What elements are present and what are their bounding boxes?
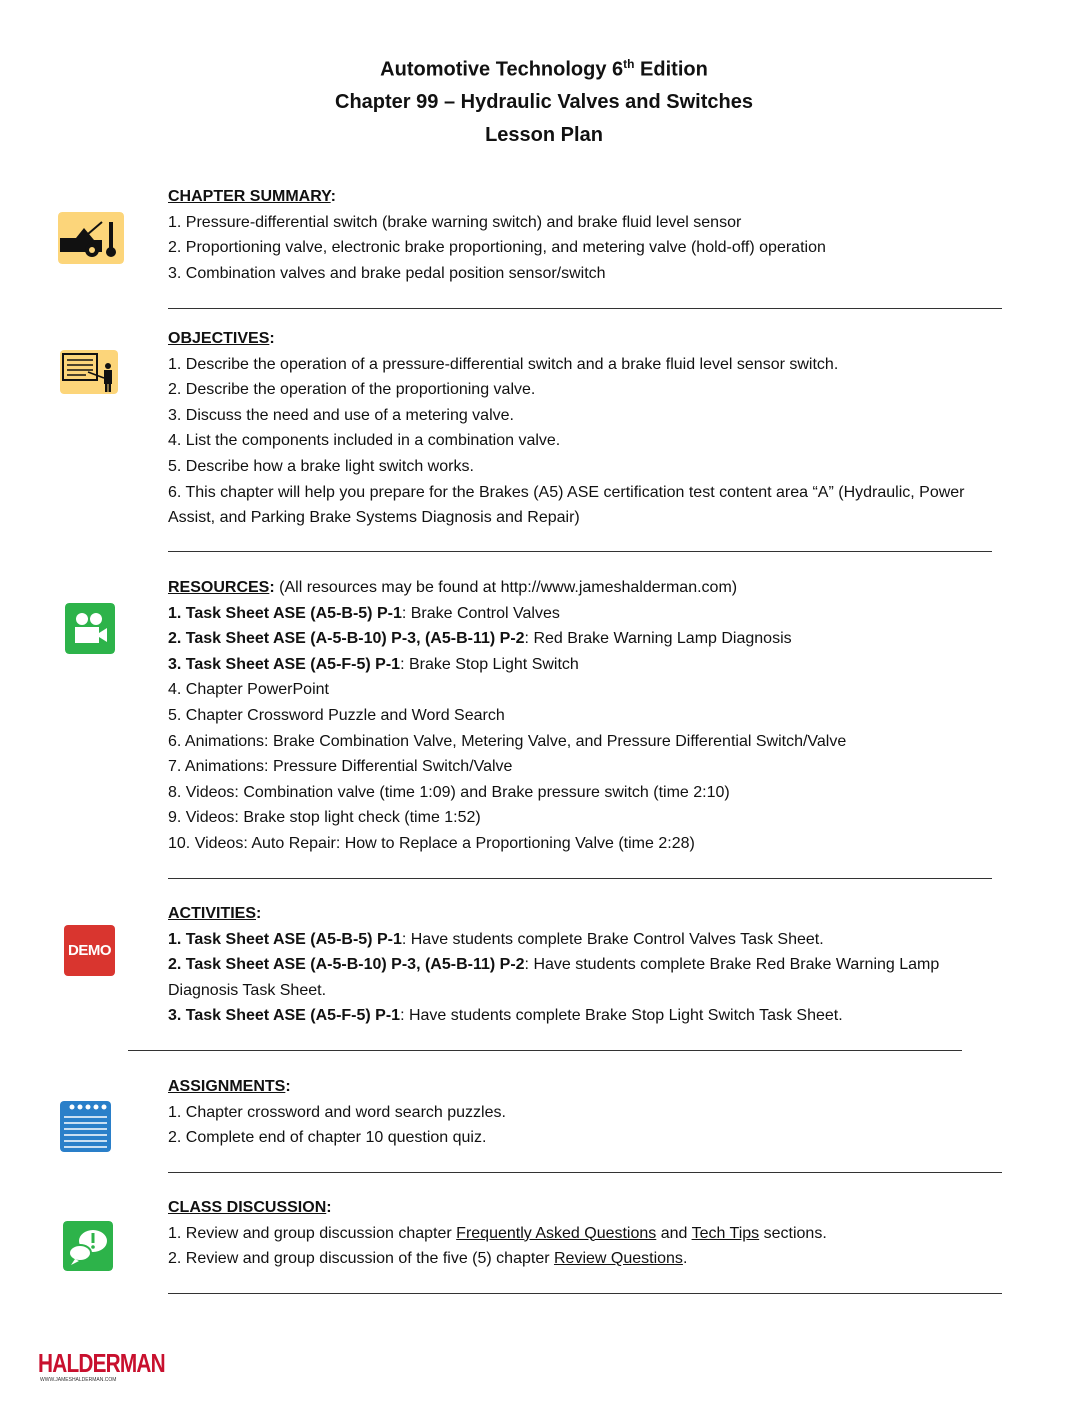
- notepad-icon: [60, 1101, 111, 1152]
- list-item: [168, 754, 846, 780]
- title-line-3: Lesson Plan: [485, 123, 603, 146]
- list-item: 1. Chapter crossword and word search puzzles.: [168, 1103, 506, 1121]
- section-heading: RESOURCES: [168, 579, 270, 596]
- document-title: [0, 48, 1088, 151]
- objectives-section: OBJECTIVES: 1. Describe the operation of a pressure-differential switch and a brake fluid level sensor switch. 2. Describe the operation of the proportioning valve. 3. Discuss the need and use of a metering valve. 4. List the components included in a combination valve. 5. Describe how a brake light switch works. 6. This chapter will help you prepare for the Brakes (A5) ASE certification test content area “A” (Hydraulic, Power Assist, and Parking Brake Systems Diagnosis and Repair): [168, 326, 1008, 531]
- divider: [128, 1050, 962, 1051]
- list-item: 2. Proportioning valve, electronic brake proportioning, and metering valve (hold-off) operation: [168, 239, 826, 257]
- list-item: [168, 805, 846, 831]
- list-item: [168, 780, 846, 806]
- item-text: 8. Videos: Combination valve (time 1:09) and Brake pressure switch (time 2:10): [168, 783, 730, 801]
- faq-link[interactable]: Frequently Asked Questions: [456, 1224, 657, 1242]
- section-heading: CLASS DISCUSSION: [168, 1199, 327, 1216]
- list-item: [168, 952, 1008, 1003]
- item-text: 10. Videos: Auto Repair: How to Replace a Proportioning Valve (time 2:28): [168, 834, 695, 852]
- text: sections.: [759, 1224, 827, 1242]
- title-line-2: Chapter 99 – Hydraulic Valves and Switches: [335, 91, 753, 114]
- task-sheet-label: 2. Task Sheet ASE (A-5-B-10) P-3, (A5-B-11) P-2: [168, 630, 525, 648]
- list-item: [168, 1221, 827, 1247]
- item-text: : Red Brake Warning Lamp Diagnosis: [524, 630, 792, 648]
- class-discussion-section: CLASS DISCUSSION: 1. Review and group discussion chapter Frequently Asked Questions and Tech Tips sections. 2. Review and group discussion of the five (5) chapter Review Questions.: [168, 1195, 827, 1272]
- halderman-logo: HALDERMAN: [38, 1348, 165, 1378]
- divider: [168, 1293, 1002, 1294]
- section-heading: ACTIVITIES: [168, 905, 257, 922]
- list-item: [168, 927, 1008, 953]
- demo-icon: DEMO: [64, 925, 115, 976]
- text: 1. Review and group discussion chapter: [168, 1224, 457, 1242]
- task-sheet-label: 2. Task Sheet ASE (A-5-B-10) P-3, (A5-B-11) P-2: [168, 956, 525, 974]
- divider: [168, 878, 992, 879]
- list-item: [168, 1246, 827, 1272]
- teacher-presentation-icon: [60, 350, 118, 394]
- title-sup: th: [623, 57, 635, 71]
- list-item: 6. This chapter will help you prepare for the Brakes (A5) ASE certification test content area “A” (Hydraulic, Power Assist, and Parking Brake Systems Diagnosis and Repair): [168, 483, 965, 527]
- logo-url: WWW.JAMESHALDERMAN.COM: [40, 1377, 117, 1383]
- chapter-summary-section: CHAPTER SUMMARY: 1. Pressure-differential switch (brake warning switch) and brake fluid level sensor 2. Proportioning valve, electronic brake proportioning, and metering valve (hold-off) operation 3. Combination valves and brake pedal position sensor/switch: [168, 184, 826, 286]
- discussion-bubble-icon: [63, 1221, 113, 1271]
- assignments-section: ASSIGNMENTS: 1. Chapter crossword and word search puzzles. 2. Complete end of chapter 10 question quiz.: [168, 1074, 506, 1151]
- list-item: [168, 1003, 1008, 1029]
- item-text: 4. Chapter PowerPoint: [168, 681, 329, 699]
- task-sheet-label: 3. Task Sheet ASE (A5-F-5) P-1: [168, 1007, 401, 1025]
- section-heading: OBJECTIVES: [168, 330, 270, 347]
- task-sheet-label: 3. Task Sheet ASE (A5-F-5) P-1: [168, 655, 401, 673]
- activities-section: ACTIVITIES: 1. Task Sheet ASE (A5-B-5) P-1: Have students complete Brake Control Valves Task Sheet. 2. Task Sheet ASE (A-5-B-10) P-3, (A5-B-11) P-2: Have students complete Brake Red Brake Warning Lamp Diagnosis Task Sheet. 3. Task Sheet ASE (A5-F-5) P-1: Have students complete Brake Stop Light Switch Task Sheet.: [168, 901, 1008, 1029]
- list-item: 3. Combination valves and brake pedal position sensor/switch: [168, 264, 606, 282]
- resources-section: RESOURCES: (All resources may be found at http://www.jameshalderman.com) 1. Task Sheet ASE (A5-B-5) P-1: Brake Control Valves 2. Task Sheet ASE (A-5-B-10) P-3, (A5-B-11) P-2: Red Brake Warning Lamp Diagnosis 3. Task Sheet ASE (A5-F-5) P-1: Brake Stop Light Switch 4. Chapter PowerPoint 5. Chapter Crossword Puzzle and Word Search 6. Animations: Brake Combination Valve, Metering Valve, and Pressure Differential Switch/Valve 7. Animations: Pressure Differential Switch/Valve 8. Videos: Combination valve (time 1:09) and Brake pressure switch (time 2:10) 9. Videos: Brake stop light check (time 1:52) 10. Videos: Auto Repair: How to Replace a Proportioning Valve (time 2:28): [168, 575, 846, 857]
- title-line-1: Automotive Technology 6: [380, 58, 624, 81]
- task-sheet-label: 1. Task Sheet ASE (A5-B-5) P-1: [168, 604, 402, 622]
- tech-tips-link[interactable]: Tech Tips: [691, 1224, 760, 1242]
- item-text: : Have students complete Brake Stop Light Switch Task Sheet.: [400, 1007, 843, 1025]
- list-item: 1. Describe the operation of a pressure-differential switch and a brake fluid level sensor switch.: [168, 355, 839, 373]
- review-questions-link[interactable]: Review Questions: [553, 1250, 683, 1268]
- list-item: [168, 626, 846, 652]
- list-item: 2. Describe the operation of the proportioning valve.: [168, 381, 536, 399]
- video-camera-icon: [65, 603, 115, 654]
- item-text: 6. Animations: Brake Combination Valve, Metering Valve, and Pressure Differential Switch/Valve: [168, 732, 847, 750]
- item-text: : Have students complete Brake Red Brake Warning Lamp Diagnosis Task Sheet.: [168, 956, 940, 999]
- item-text: : Brake Stop Light Switch: [400, 655, 579, 673]
- item-text: 7. Animations: Pressure Differential Switch/Valve: [168, 758, 513, 776]
- list-item: [168, 831, 846, 857]
- list-item: 5. Describe how a brake light switch works.: [168, 457, 474, 475]
- item-text: : Have students complete Brake Control Valves Task Sheet.: [401, 930, 824, 948]
- section-heading: CHAPTER SUMMARY: [168, 188, 331, 205]
- text: .: [682, 1250, 688, 1268]
- task-sheet-label: 1. Task Sheet ASE (A5-B-5) P-1: [168, 930, 402, 948]
- list-item: [168, 729, 846, 755]
- section-heading: ASSIGNMENTS: [168, 1078, 286, 1095]
- list-item: 2. Complete end of chapter 10 question quiz.: [168, 1129, 487, 1147]
- list-item: [168, 677, 846, 703]
- text: and: [656, 1224, 692, 1242]
- text: 2. Review and group discussion of the five (5) chapter: [168, 1250, 554, 1268]
- divider: [168, 1172, 1002, 1173]
- resources-note: (All resources may be found at http://www.jameshalderman.com): [274, 579, 738, 596]
- list-item: [168, 601, 846, 627]
- list-item: [168, 703, 846, 729]
- title-line-1-end: Edition: [634, 58, 708, 81]
- list-item: 3. Discuss the need and use of a metering valve.: [168, 406, 514, 424]
- list-item: 4. List the components included in a combination valve.: [168, 432, 561, 450]
- list-item: 1. Pressure-differential switch (brake warning switch) and brake fluid level sensor: [168, 213, 742, 231]
- car-repair-icon: [58, 212, 124, 264]
- item-text: : Brake Control Valves: [401, 604, 560, 622]
- divider: [168, 551, 992, 552]
- item-text: 9. Videos: Brake stop light check (time 1:52): [168, 809, 481, 827]
- list-item: [168, 652, 846, 678]
- item-text: 5. Chapter Crossword Puzzle and Word Search: [168, 706, 505, 724]
- divider: [168, 308, 1002, 309]
